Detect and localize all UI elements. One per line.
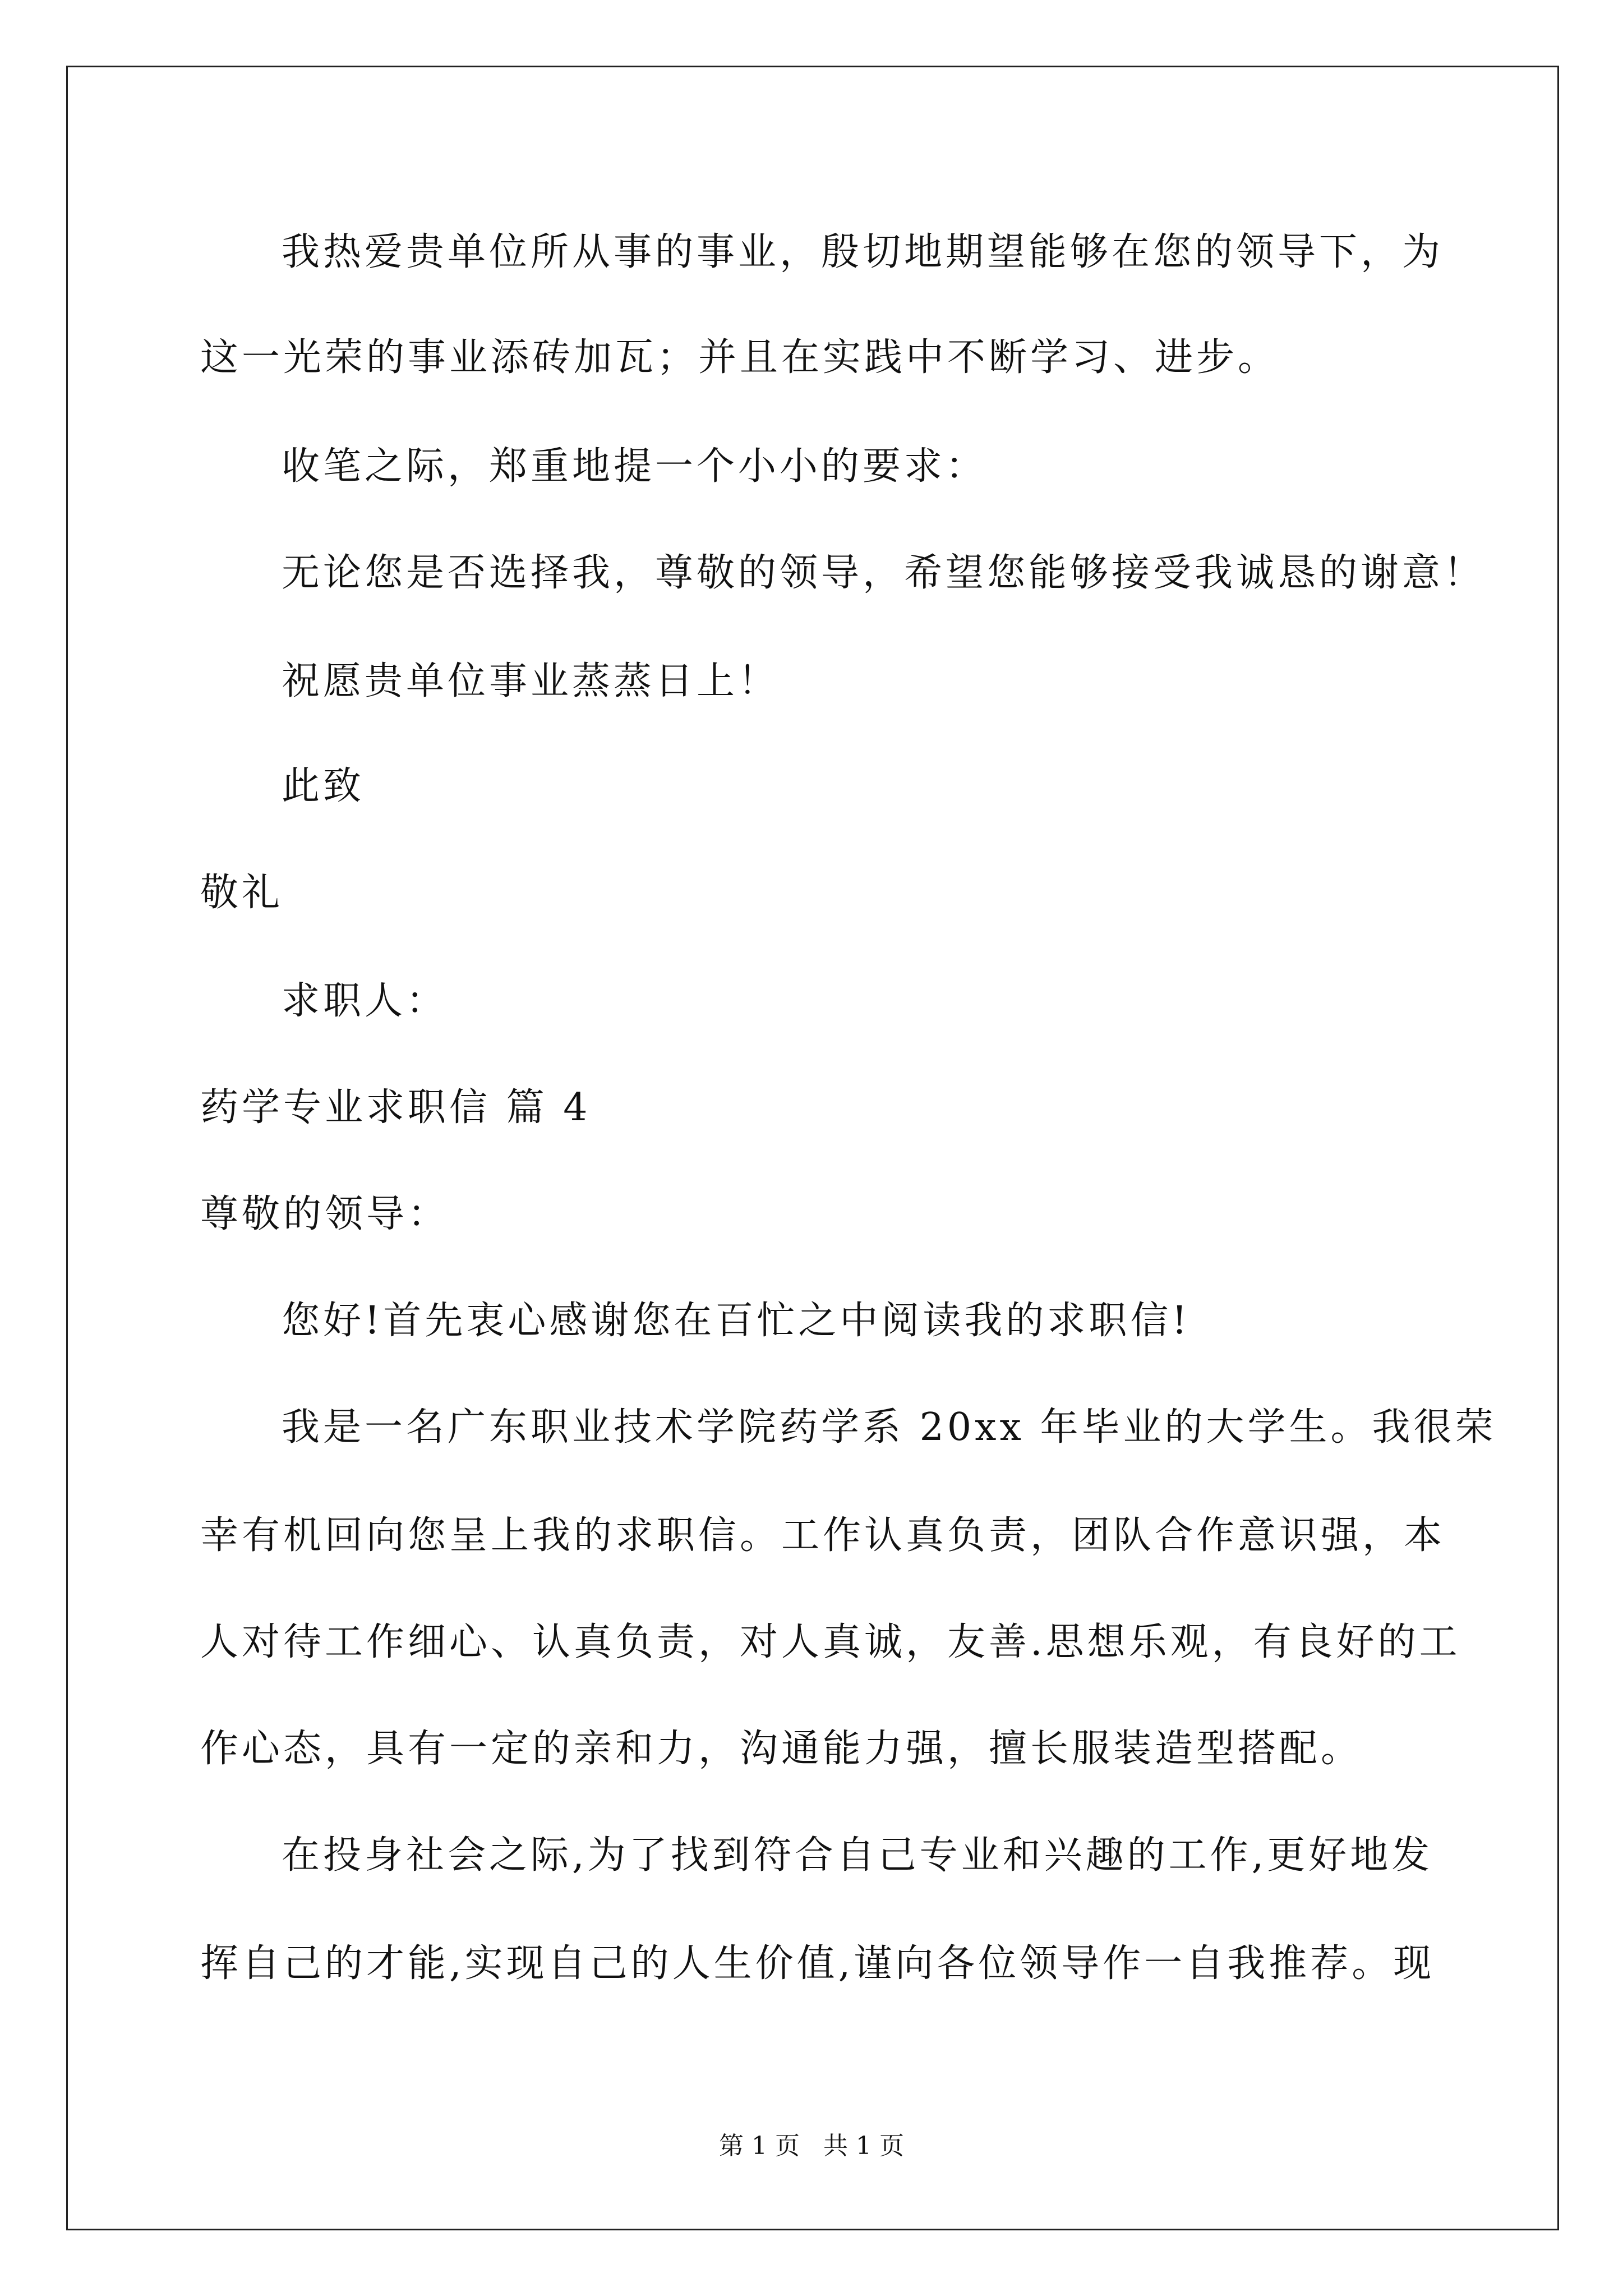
paragraph-line: 挥自己的才能,实现自己的人生价值,谨向各位领导作一自我推荐。现 <box>200 1941 1435 1986</box>
paragraph-line: 我是一名广东职业技术学院药学系 20xx 年毕业的大学生。我很荣 <box>282 1405 1497 1450</box>
greeting: 尊敬的领导： <box>200 1192 450 1236</box>
paragraph-line: 作心态，具有一定的亲和力，沟通能力强，擅长服装造型搭配。 <box>200 1727 1363 1771</box>
closing-regards: 敬礼 <box>200 871 284 915</box>
section-heading: 药学专业求职信 篇 4 <box>200 1085 591 1130</box>
signature-label: 求职人： <box>282 979 448 1023</box>
page-border <box>66 66 1559 2230</box>
paragraph-line: 人对待工作细心、认真负责，对人真诚，友善.思想乐观，有良好的工 <box>200 1620 1461 1664</box>
paragraph-line: 幸有机回向您呈上我的求职信。工作认真负责，团队合作意识强，本 <box>200 1513 1446 1558</box>
paragraph-line: 这一光荣的事业添砖加瓦；并且在实践中不断学习、进步。 <box>200 335 1280 380</box>
closing-salutation: 此致 <box>282 764 365 808</box>
paragraph-line: 在投身社会之际,为了找到符合自己专业和兴趣的工作,更好地发 <box>282 1833 1433 1878</box>
paragraph-line: 无论您是否选择我，尊敬的领导，希望您能够接受我诚恳的谢意！ <box>282 551 1486 595</box>
paragraph-line: 您好!首先衷心感谢您在百忙之中阅读我的求职信! <box>282 1299 1191 1343</box>
page-number-footer: 第 1 页 共 1 页 <box>719 2132 904 2160</box>
paragraph-line: 我热爱贵单位所从事的事业，殷切地期望能够在您的领导下，为 <box>282 230 1444 274</box>
paragraph-line: 收笔之际，郑重地提一个小小的要求： <box>282 444 988 489</box>
paragraph-line: 祝愿贵单位事业蒸蒸日上！ <box>282 659 780 703</box>
